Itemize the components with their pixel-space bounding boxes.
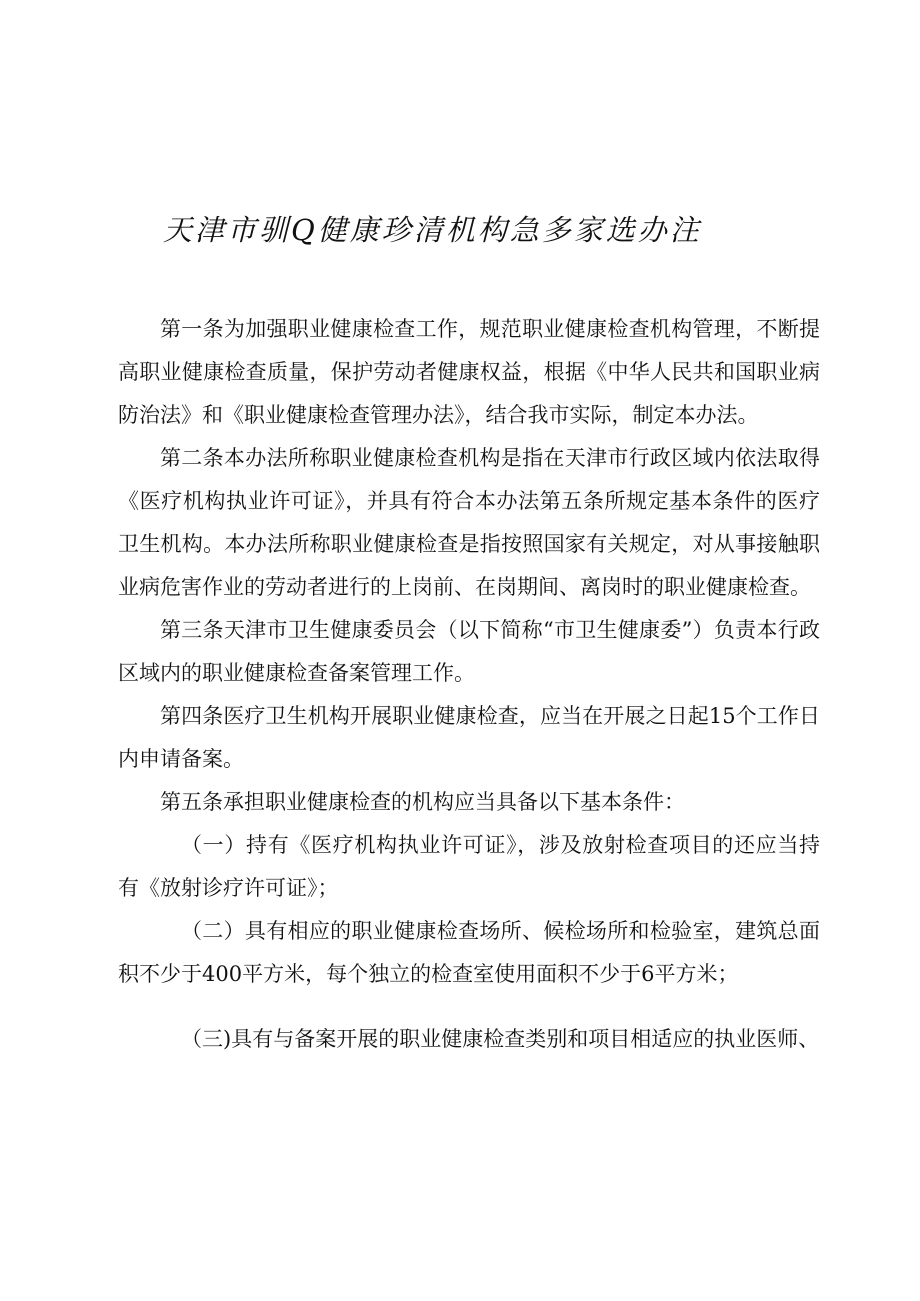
condition-1-paragraph: （一）持有《医疗机构执业许可证》，涉及放射检查项目的还应当持有《放射诊疗许可证》； — [118, 833, 820, 900]
condition-2-paragraph: （二）具有相应的职业健康检查场所、候检场所和检验室，建筑总面积不少于400平方米，每个独立的检查室使用面积不少于6平方米； — [118, 919, 820, 986]
condition-3-paragraph: （三)具有与备案开展的职业健康检查类别和项目相适应的执业医师、 — [181, 1027, 820, 1051]
article-2-paragraph: 第二条本办法所称职业健康检查机构是指在天津市行政区域内依法取得《医疗机构执业许可证》，并具有符合本办法第五条所规定基本条件的医疗卫生机构。本办法所称职业健康检查是指按照国家有关规定，对从事接触职业病危害作业的劳动者进行的上岗前、在岗期间、离岗时的职业健康检查。 — [118, 446, 820, 599]
article-1-paragraph: 第一条为加强职业健康检查工作，规范职业健康检查机构管理，不断提高职业健康检查质量，保护劳动者健康权益，根据《中华人民共和国职业病防治法》和《职业健康检查管理办法》，结合我市实际，制定本办法。 — [118, 317, 820, 427]
article-3-paragraph: 第三条天津市卫生健康委员会（以下简称“市卫生健康委”）负责本行政区域内的职业健康检查备案管理工作。 — [118, 618, 820, 685]
document-body — [118, 308, 820, 1061]
document-title: 天津市驯Q健康珍清机构急多家选办注 — [163, 213, 702, 247]
article-4-paragraph: 第四条医疗卫生机构开展职业健康检查，应当在开展之日起15个工作日内申请备案。 — [118, 704, 820, 771]
article-5-paragraph: 第五条承担职业健康检查的机构应当具备以下基本条件： — [160, 790, 685, 814]
